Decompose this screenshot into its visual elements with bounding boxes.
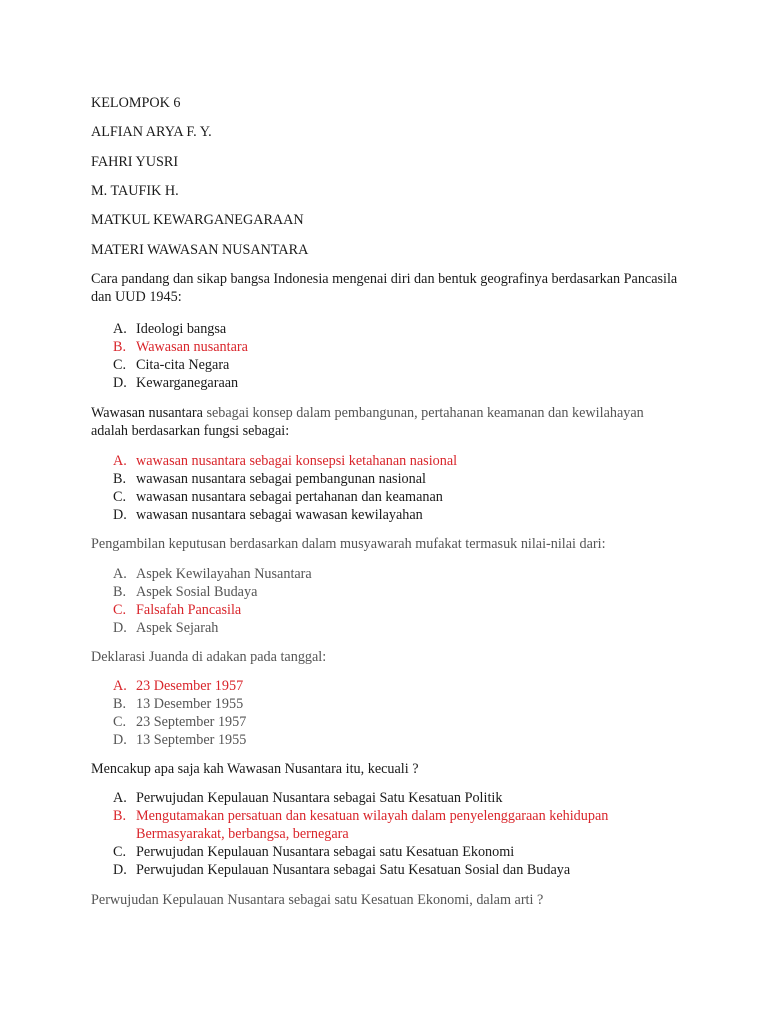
member-3: M. TAUFIK H. <box>91 183 179 199</box>
option-text: Aspek Sejarah <box>136 620 219 636</box>
option <box>113 695 673 713</box>
option-letter: B. <box>113 584 127 600</box>
option-text: Perwujudan Kepulauan Nusantara sebagai Satu Kesatuan Politik <box>136 790 503 806</box>
option-text: Aspek Kewilayahan Nusantara <box>136 566 312 582</box>
option-letter: A. <box>113 790 127 806</box>
question-5-options <box>113 789 673 879</box>
question-4: Deklarasi Juanda di adakan pada tanggal: <box>91 649 327 665</box>
option <box>113 488 673 506</box>
option-text: Wawasan nusantara <box>136 339 248 355</box>
option-letter: B. <box>113 808 127 824</box>
option-letter: C. <box>113 844 127 860</box>
option-answer <box>113 452 673 470</box>
option-answer <box>113 677 673 695</box>
option <box>113 731 673 749</box>
option <box>113 506 673 524</box>
option-answer <box>113 338 673 356</box>
option-letter: D. <box>113 375 127 391</box>
member-2: FAHRI YUSRI <box>91 154 179 170</box>
option-letter: D. <box>113 620 127 636</box>
topic-title: MATERI WAWASAN NUSANTARA <box>91 242 309 258</box>
question-2-term: Wawasan nusantara <box>91 405 203 421</box>
option <box>113 565 673 583</box>
option-letter: A. <box>113 678 127 694</box>
question-3-options <box>113 565 673 637</box>
option <box>113 356 673 374</box>
option-text: wawasan nusantara sebagai pembangunan nasional <box>136 471 426 487</box>
option <box>113 470 673 488</box>
option <box>113 320 673 338</box>
option-text: Perwujudan Kepulauan Nusantara sebagai Satu Kesatuan Sosial dan Budaya <box>136 862 571 878</box>
option-letter: C. <box>113 602 127 618</box>
option-text: Ideologi bangsa <box>136 321 227 337</box>
option-text: 23 September 1957 <box>136 714 247 730</box>
option-text: Aspek Sosial Budaya <box>136 584 258 600</box>
option-letter: C. <box>113 489 127 505</box>
question-1-options <box>113 320 673 392</box>
question-1: Cara pandang dan sikap bangsa Indonesia mengenai diri dan bentuk geografinya berdasarkan Pancasila dan UUD 1945: <box>91 271 678 305</box>
option-letter: A. <box>113 453 127 469</box>
option-letter: D. <box>113 862 127 878</box>
option-text: Cita-cita Negara <box>136 357 230 373</box>
option-text: Falsafah Pancasila <box>136 602 242 618</box>
option-text: wawasan nusantara sebagai pertahanan dan keamanan <box>136 489 443 505</box>
option-text: 13 September 1955 <box>136 732 247 748</box>
option <box>113 583 673 601</box>
option-letter: D. <box>113 507 127 523</box>
option-letter: A. <box>113 566 127 582</box>
question-2 <box>91 404 691 440</box>
option-letter: B. <box>113 339 127 355</box>
option-text: Mengutamakan persatuan dan kesatuan wilayah dalam penyelenggaraan kehidupan Bermasyarakat, berbangsa, bernegara <box>136 808 609 842</box>
question-3: Pengambilan keputusan berdasarkan dalam musyawarah mufakat termasuk nilai-nilai dari: <box>91 536 606 552</box>
option-text: Perwujudan Kepulauan Nusantara sebagai satu Kesatuan Ekonomi <box>136 844 515 860</box>
option <box>113 619 673 637</box>
question-5: Mencakup apa saja kah Wawasan Nusantara itu, kecuali ? <box>91 761 419 777</box>
question-2-rest: sebagai konsep dalam pembangunan, pertahanan keamanan dan kewilahayan <box>202 405 644 421</box>
option-answer <box>113 601 673 619</box>
option-text: Kewarganegaraan <box>136 375 239 391</box>
course-title: MATKUL KEWARGANEGARAAN <box>91 212 304 228</box>
option-letter: C. <box>113 357 127 373</box>
option <box>113 374 673 392</box>
option-text: wawasan nusantara sebagai konsepsi ketahanan nasional <box>136 453 458 469</box>
option-text: 13 Desember 1955 <box>136 696 244 712</box>
group-title: KELOMPOK 6 <box>91 95 181 111</box>
question-2-end: adalah berdasarkan fungsi sebagai: <box>91 423 290 439</box>
option-letter: D. <box>113 732 127 748</box>
question-2-options <box>113 452 673 524</box>
option-letter: A. <box>113 321 127 337</box>
question-4-options <box>113 677 673 749</box>
option <box>113 713 673 731</box>
option <box>113 843 673 861</box>
question-6: Perwujudan Kepulauan Nusantara sebagai satu Kesatuan Ekonomi, dalam arti ? <box>91 892 544 908</box>
option-letter: C. <box>113 714 127 730</box>
option-letter: B. <box>113 471 127 487</box>
option-text: 23 Desember 1957 <box>136 678 244 694</box>
member-1: ALFIAN ARYA F. Y. <box>91 124 212 140</box>
option-letter: B. <box>113 696 127 712</box>
option <box>113 861 673 879</box>
option <box>113 789 673 807</box>
option-text: wawasan nusantara sebagai wawasan kewilayahan <box>136 507 423 523</box>
option-answer <box>113 807 646 843</box>
